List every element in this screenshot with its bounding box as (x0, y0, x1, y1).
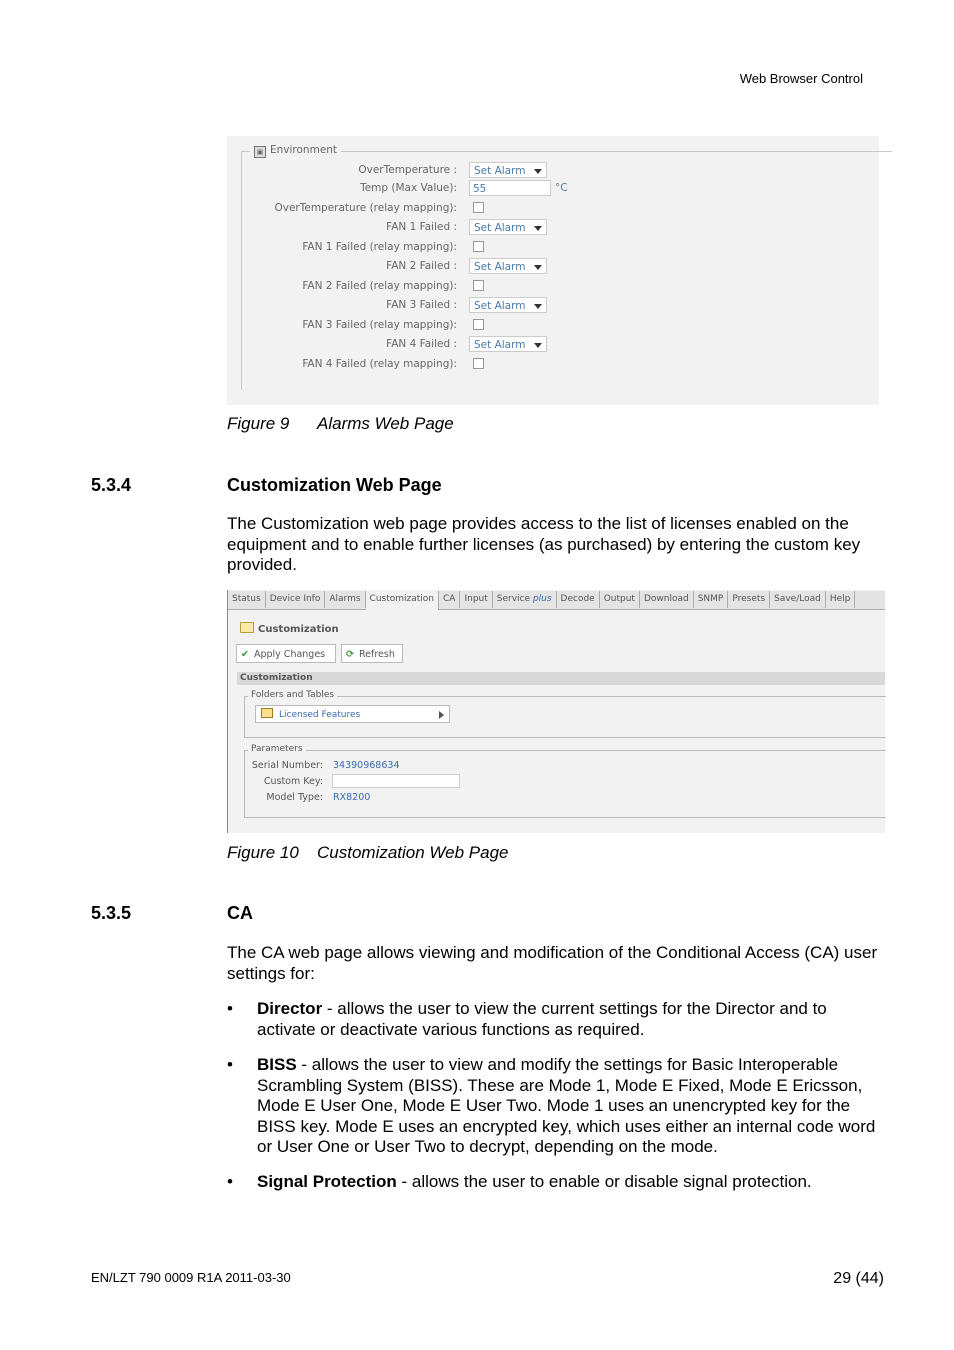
environment-row (242, 336, 892, 354)
environment-row (242, 317, 892, 335)
apply-changes-button[interactable]: ✔ Apply Changes (236, 644, 336, 663)
environment-row (242, 219, 892, 237)
unit-label: °C (555, 182, 568, 194)
checkmark-icon: ✔ (241, 649, 249, 660)
row-label: FAN 4 Failed : (386, 338, 457, 350)
row-label: FAN 2 Failed : (386, 260, 457, 272)
serial-number-label: Serial Number: (251, 760, 323, 771)
tab-download[interactable]: Download (640, 591, 694, 608)
page-title: Customization (240, 622, 339, 635)
folders-legend: Folders and Tables (248, 690, 337, 700)
tab-output[interactable]: Output (600, 591, 640, 608)
bullet-dot: • (227, 1172, 233, 1191)
row-label: FAN 2 Failed (relay mapping): (302, 280, 457, 292)
expand-arrow-icon (439, 711, 444, 719)
collapse-icon: ▣ (254, 146, 266, 158)
refresh-icon: ⟳ (346, 649, 354, 660)
alarm-select[interactable]: Set Alarm (469, 162, 547, 178)
tab-ca[interactable]: CA (439, 591, 460, 608)
relay-mapping-checkbox[interactable] (473, 280, 484, 291)
environment-fieldset (241, 144, 892, 390)
row-label: OverTemperature (relay mapping): (274, 202, 457, 214)
model-type-label: Model Type: (266, 792, 323, 803)
row-label: FAN 3 Failed : (386, 299, 457, 311)
tab-alarms[interactable]: Alarms (325, 591, 365, 608)
tab-customization[interactable]: Customization (366, 591, 439, 610)
row-label: FAN 1 Failed : (386, 221, 457, 233)
tab-help[interactable]: Help (826, 591, 856, 608)
environment-legend: ▣ Environment (250, 144, 341, 158)
section-535-body: The CA web page allows viewing and modification of the Conditional Access (CA) user settings for: (227, 943, 878, 983)
figure9-caption: Figure 9 Alarms Web Page (227, 414, 454, 433)
serial-number-value: 34390968634 (333, 760, 400, 771)
dropdown-arrow-icon (534, 169, 542, 174)
dropdown-arrow-icon (534, 304, 542, 309)
alarm-select[interactable]: Set Alarm (469, 258, 547, 274)
licensed-features-item[interactable]: Licensed Features (255, 705, 450, 723)
tab-status[interactable]: Status (228, 591, 266, 608)
relay-mapping-checkbox[interactable] (473, 358, 484, 369)
row-label: FAN 4 Failed (relay mapping): (302, 358, 457, 370)
tab-save-load[interactable]: Save/Load (770, 591, 826, 608)
table-icon (261, 708, 273, 718)
environment-row (242, 162, 892, 180)
folders-fieldset (244, 690, 886, 738)
row-label: Temp (Max Value): (360, 182, 457, 194)
serial-number-row (245, 760, 545, 774)
tab-presets[interactable]: Presets (728, 591, 770, 608)
section-bar: Customization (237, 672, 885, 685)
model-type-row (245, 792, 545, 806)
figure10-caption: Figure 10 Customization Web Page (227, 843, 509, 862)
tab-bar (228, 591, 885, 610)
tab-input[interactable]: Input (460, 591, 492, 608)
customization-screenshot (227, 590, 885, 833)
model-type-value: RX8200 (333, 792, 371, 803)
relay-mapping-checkbox[interactable] (473, 319, 484, 330)
dropdown-arrow-icon (534, 343, 542, 348)
footer-page-number: 29 (44) (833, 1270, 884, 1287)
environment-row (242, 278, 892, 296)
relay-mapping-checkbox[interactable] (473, 241, 484, 252)
running-header: Web Browser Control (739, 71, 863, 86)
environment-row (242, 200, 892, 218)
dropdown-arrow-icon (534, 226, 542, 231)
tab-snmp[interactable]: SNMP (694, 591, 729, 608)
section-534-title: Customization Web Page (227, 475, 442, 495)
custom-key-input[interactable] (332, 774, 460, 788)
bullet-dot: • (227, 1055, 233, 1074)
environment-screenshot (227, 136, 879, 405)
section-534-number: 5.3.4 (91, 475, 132, 495)
footer-doc-id: EN/LZT 790 0009 R1A 2011-03-30 (91, 1270, 291, 1285)
row-label: FAN 3 Failed (relay mapping): (302, 319, 457, 331)
section-534-body: The Customization web page provides access to the list of licenses enabled on the equipment and to enable further licenses (as purchased) by entering the custom key provided. (227, 514, 861, 574)
tab-device-info[interactable]: Device Info (266, 591, 326, 608)
environment-row (242, 297, 892, 315)
alarm-select[interactable]: Set Alarm (469, 219, 547, 235)
tab-service-plus[interactable]: Service plus (493, 591, 557, 608)
parameters-legend: Parameters (248, 744, 306, 754)
environment-row (242, 239, 892, 257)
folder-icon (240, 622, 254, 633)
row-label: FAN 1 Failed (relay mapping): (302, 241, 457, 253)
alarm-select[interactable]: Set Alarm (469, 336, 547, 352)
environment-row (242, 180, 892, 198)
section-535-title: CA (227, 903, 253, 923)
bullet-dot: • (227, 999, 233, 1018)
custom-key-row (245, 776, 545, 790)
temp-max-input[interactable]: 55 (469, 180, 551, 196)
parameters-fieldset (244, 744, 886, 818)
relay-mapping-checkbox[interactable] (473, 202, 484, 213)
row-label: OverTemperature : (358, 164, 457, 176)
section-535-number: 5.3.5 (91, 903, 132, 923)
tab-decode[interactable]: Decode (557, 591, 600, 608)
refresh-button[interactable]: ⟳ Refresh (341, 644, 403, 663)
dropdown-arrow-icon (534, 265, 542, 270)
alarm-select[interactable]: Set Alarm (469, 297, 547, 313)
environment-row (242, 356, 892, 374)
custom-key-label: Custom Key: (263, 776, 323, 787)
environment-row (242, 258, 892, 276)
